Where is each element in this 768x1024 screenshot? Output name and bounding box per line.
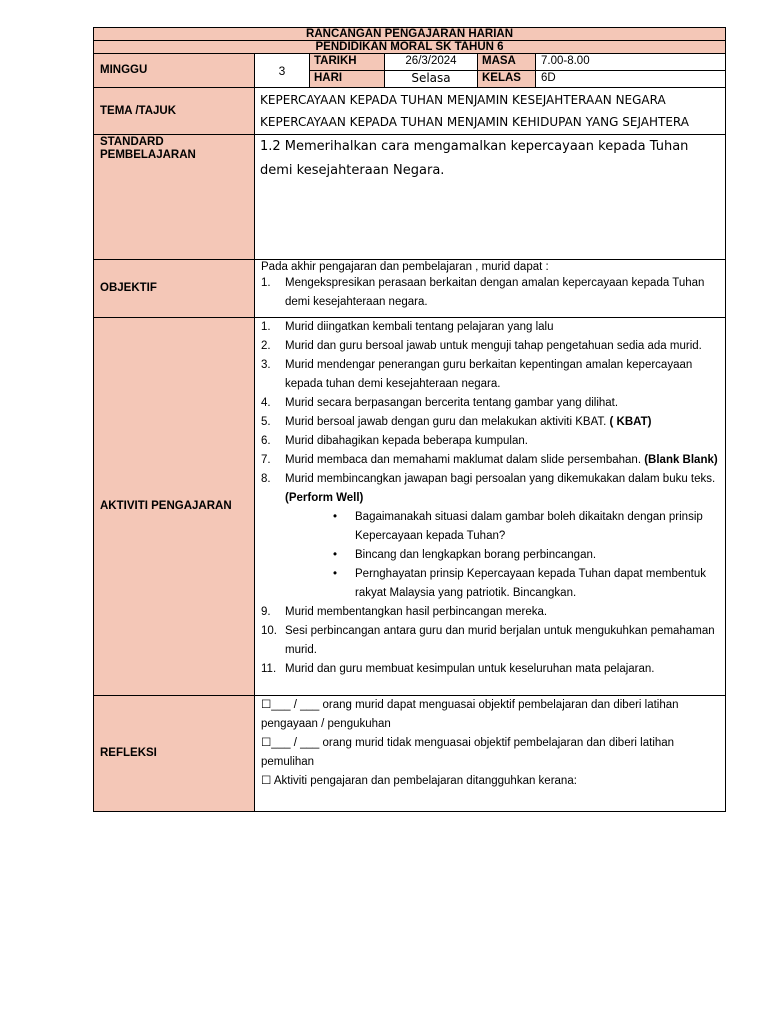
list-text: Murid secara berpasangan bercerita tentang gambar yang dilihat. [285,397,619,409]
bullet-text: Pernghayatan prinsip Kepercayaan kepada Tuhan dapat membentuk rakyat Malaysia yang patriotik. Bincangkan. [355,568,706,599]
minggu-label: MINGGU [94,54,255,88]
bullet-dot-icon: • [333,568,338,580]
refleksi-content [255,696,726,812]
list-number: 2. [261,340,271,352]
masa-label: MASA [478,54,536,71]
list-item [261,318,719,337]
refleksi-line-1: ☐___ / ___ orang murid dapat menguasai objektif pembelajaran dan diberi latihan pengayaan / pengukuhan [261,699,679,730]
list-item [261,356,719,394]
hari-value: Selasa [385,71,478,88]
plan-title: RANCANGAN PENGAJARAN HARIAN [94,28,726,41]
list-text: Mengekspresikan perasaan berkaitan dengan amalan kepercayaan kepada Tuhan demi kesejahteraan negara. [285,277,705,308]
refleksi-label: REFLEKSI [94,696,255,812]
tema-line-2: KEPERCAYAAN KEPADA TUHAN MENJAMIN KEHIDUPAN YANG SEJAHTERA [260,115,689,129]
aktiviti-list [261,318,719,508]
standard-label: STANDARD PEMBELAJARAN [94,135,255,260]
list-item [261,394,719,413]
tema-content [255,88,726,135]
masa-value: 7.00-8.00 [536,54,726,71]
list-item [261,622,719,660]
list-text: Sesi perbincangan antara guru dan murid berjalan untuk mengukuhkan pemahaman murid. [285,625,715,656]
tarikh-label: TARIKH [310,54,385,71]
tema-line-1: KEPERCAYAAN KEPADA TUHAN MENJAMIN KESEJAHTERAAN NEGARA [260,93,666,107]
list-item [261,660,719,679]
tarikh-value: 26/3/2024 [385,54,478,71]
tema-label: TEMA /TAJUK [94,88,255,135]
list-text: Murid membincangkan jawapan bagi persoalan yang dikemukakan dalam buku teks. [285,473,716,485]
bullet-item [261,565,719,603]
list-item [261,274,719,312]
list-bold-tag: (Perform Well) [285,492,364,504]
refleksi-line-3: ☐ Aktiviti pengajaran dan pembelajaran ditangguhkan kerana: [261,775,577,787]
bullet-item [261,508,719,546]
bullet-text: Bincang dan lengkapkan borang perbincangan. [355,549,597,561]
list-text: Murid mendengar penerangan guru berkaitan kepentingan amalan kepercayaan kepada tuhan demi kesejahteraan negara. [285,359,693,390]
plan-subtitle: PENDIDIKAN MORAL SK TAHUN 6 [94,41,726,54]
standard-text: 1.2 Memerihalkan cara mengamalkan kepercayaan kepada Tuhan demi kesejahteraan Negara. [255,135,726,260]
list-number: 5. [261,416,271,428]
list-text: Murid dan guru membuat kesimpulan untuk keseluruhan mata pelajaran. [285,663,655,675]
bullet-dot-icon: • [333,511,338,523]
list-number: 4. [261,397,271,409]
list-text: Murid membaca dan memahami maklumat dalam slide persembahan. [285,454,645,466]
bullet-item [261,546,719,565]
objektif-list [261,274,719,312]
bullet-dot-icon: • [333,549,338,561]
list-number: 10. [261,625,277,637]
minggu-value: 3 [255,54,310,88]
list-item [261,451,719,470]
objektif-intro: Pada akhir pengajaran dan pembelajaran , murid dapat : [261,261,549,273]
lesson-plan-page [93,27,725,812]
list-text: Murid dibahagikan kepada beberapa kumpulan. [285,435,528,447]
list-item [261,432,719,451]
list-text: Murid membentangkan hasil perbincangan mereka. [285,606,548,618]
aktiviti-content [255,318,726,696]
list-number: 1. [261,321,271,333]
list-text: Murid diingatkan kembali tentang pelajaran yang lalu [285,321,554,333]
hari-label: HARI [310,71,385,88]
kelas-label: KELAS [478,71,536,88]
list-number: 9. [261,606,271,618]
list-number: 6. [261,435,271,447]
list-item [261,413,719,432]
lesson-plan-table [93,27,726,812]
aktiviti-list-after [261,603,719,679]
list-text: Murid dan guru bersoal jawab untuk menguji tahap pengetahuan sedia ada murid. [285,340,702,352]
list-number: 11. [261,663,277,675]
bullet-text: Bagaimanakah situasi dalam gambar boleh dikaitakn dengan prinsip Kepercayaan kepada Tuhan? [355,511,703,542]
list-bold-tag: (Blank Blank) [644,454,718,466]
list-number: 3. [261,359,271,371]
list-item [261,603,719,622]
aktiviti-label: AKTIVITI PENGAJARAN [94,318,255,696]
list-item [261,470,719,508]
kelas-value: 6D [536,71,726,88]
list-number: 8. [261,473,271,485]
aktiviti-bullets [261,508,719,603]
list-bold-tag: ( KBAT) [609,416,652,428]
refleksi-line-2: ☐___ / ___ orang murid tidak menguasai objektif pembelajaran dan diberi latihan pemulihan [261,737,675,768]
list-number: 7. [261,454,271,466]
objektif-label: OBJEKTIF [94,260,255,318]
objektif-content [255,260,726,318]
list-number: 1. [261,277,271,289]
list-text: Murid bersoal jawab dengan guru dan melakukan aktiviti KBAT. [285,416,610,428]
list-item [261,337,719,356]
